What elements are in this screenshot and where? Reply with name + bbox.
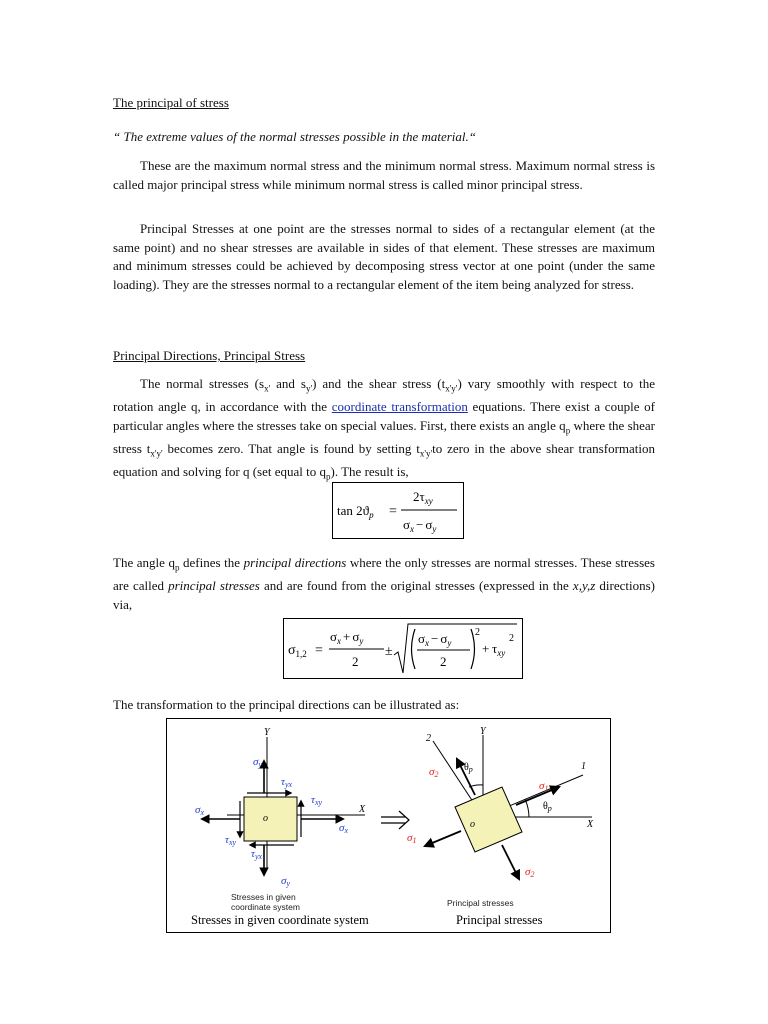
paragraph-transformation-intro: The transformation to the principal directions can be illustrated as: <box>113 697 460 712</box>
paragraph-principal-directions: The angle $q_p$ defines the principal directions where the only stresses are normal stresses. These stresses are called principal stresses and are found from the original stresses (expressed in the x,y,z directions) via, <box>113 555 656 612</box>
svg-text:2: 2 <box>509 633 514 644</box>
right-sigma2-arrow-down <box>502 845 519 879</box>
heading-principal-of-stress: The principal of stress <box>113 95 229 110</box>
right-diagram-principal <box>407 726 594 908</box>
left-small-caption-line2: coordinate system <box>231 902 300 912</box>
definition-quote: “ The extreme values of the normal stresses possible in the material.“ <box>113 129 477 144</box>
svg-text:σ1,2: $\sigma_{1,2}$ <box>288 643 307 659</box>
left-label-sigma-x-right: σx <box>339 822 348 835</box>
left-diagram-given-system <box>195 727 366 912</box>
paragraph-principal-stresses-definition: Principal Stresses at one point are the stresses normal to sides of a rectangular element (at the same point) and no shear stresses are available in sides of that element. These stresses are maximum and minimum stresses could be achieved by decomposing stress vector at one point (under the same loading). They are the stresses normal to a rectangular element of the item being analyzed for stress. <box>113 221 655 292</box>
right-label-sigma1-bottom: σ1 <box>407 832 417 845</box>
left-origin-label: o <box>263 813 268 824</box>
caption-given-system: Stresses in given coordinate system <box>191 913 369 927</box>
caption-principal-stresses: Principal stresses <box>456 913 543 927</box>
svg-text:2: 2 <box>475 627 480 638</box>
svg-text:=: = <box>315 643 323 658</box>
svg-text:±: ± <box>385 644 393 659</box>
equation-principal-stresses <box>283 618 523 679</box>
left-label-tau-yx-top: τyx <box>281 776 293 789</box>
right-label-sigma2-bottom: σ2 <box>525 866 535 879</box>
left-label-tau-yx-bottom: τyx <box>251 848 263 861</box>
svg-text:tan 2ϑp: $\tan 2ϑ_p$ <box>337 503 374 520</box>
left-label-sigma-x-left: σx <box>195 804 204 817</box>
right-axis-x-label: X <box>587 819 594 830</box>
left-stress-element <box>244 797 297 841</box>
stress-transformation-figure <box>166 718 611 933</box>
svg-text:2: 2 <box>440 654 447 669</box>
left-small-caption-line1: Stresses in given <box>231 892 296 902</box>
right-sigma1-arrow-right <box>516 787 559 805</box>
right-axis-y-label: Y <box>480 726 486 737</box>
svg-text:σx−σy: $\sigma_x - \sigma_y$ <box>403 517 437 534</box>
paragraph-normal-shear-stresses: The normal stresses ($s_{x'}$ and $s_{y'}$) and the shear stress $(t_{x'y'})$ vary smoothly with respect to the rotation angle q, in accordance with the coordinate transformation equations. There exist a couple of particular angles where the stresses take on special values. First, there exists an angle $q_p$ where the shear stress $t_{x'y'}$ becomes zero. That angle is found by setting $t_{x'y'}to$ zero in the above shear transformation equation and solving for q (set equal to $q_p$). The result is, <box>113 376 656 482</box>
svg-text:σx+σy: $\sigma_x + \sigma_y$ <box>330 629 364 646</box>
svg-text:+: + <box>482 641 490 656</box>
right-label-theta-p-lower: $\theta_p$ <box>543 801 552 813</box>
right-principal-element <box>455 787 522 852</box>
right-sigma1-arrow-left <box>425 831 461 846</box>
right-small-caption: Principal stresses <box>447 898 514 908</box>
svg-text:=: = <box>389 504 397 519</box>
coordinate-transformation-link[interactable]: coordinate transformation <box>331 399 468 415</box>
left-axis-y-label: Y <box>264 727 270 738</box>
svg-text:2τxy: $2\tau_{xy}$ <box>413 489 433 506</box>
right-dir2-label: 2 <box>426 733 431 744</box>
svg-text:τxy: $\tau_{xy}$ <box>492 641 506 658</box>
paragraph-max-min-stress: These are the maximum normal stress and the minimum normal stress. Maximum normal stress is called major principal stress while minimum normal stress is called minor principal stress. <box>113 158 655 192</box>
right-label-sigma1-top: σ1 <box>539 780 549 793</box>
left-label-tau-xy-left: τxy <box>225 834 237 847</box>
left-axis-x-label: X <box>359 804 366 815</box>
transformation-arrow <box>381 811 409 829</box>
heading-principal-directions: Principal Directions, Principal Stress <box>113 348 306 363</box>
right-label-theta-p-upper: $\theta_p$ <box>464 762 473 774</box>
svg-text:2: 2 <box>352 654 359 669</box>
right-origin-label: o <box>470 819 475 830</box>
right-theta-arc-1 <box>525 799 529 817</box>
left-label-sigma-y-bottom: σy <box>281 875 290 888</box>
svg-text:σx−σy: $\sigma_x - \sigma_y$ <box>418 631 452 648</box>
right-dir1-label: 1 <box>581 761 586 772</box>
left-label-sigma-y-top: σy <box>253 756 262 769</box>
left-label-tau-xy-right: τxy <box>311 794 323 807</box>
equation-principal-angle <box>332 482 464 539</box>
right-label-sigma2-top: σ2 <box>429 766 439 779</box>
